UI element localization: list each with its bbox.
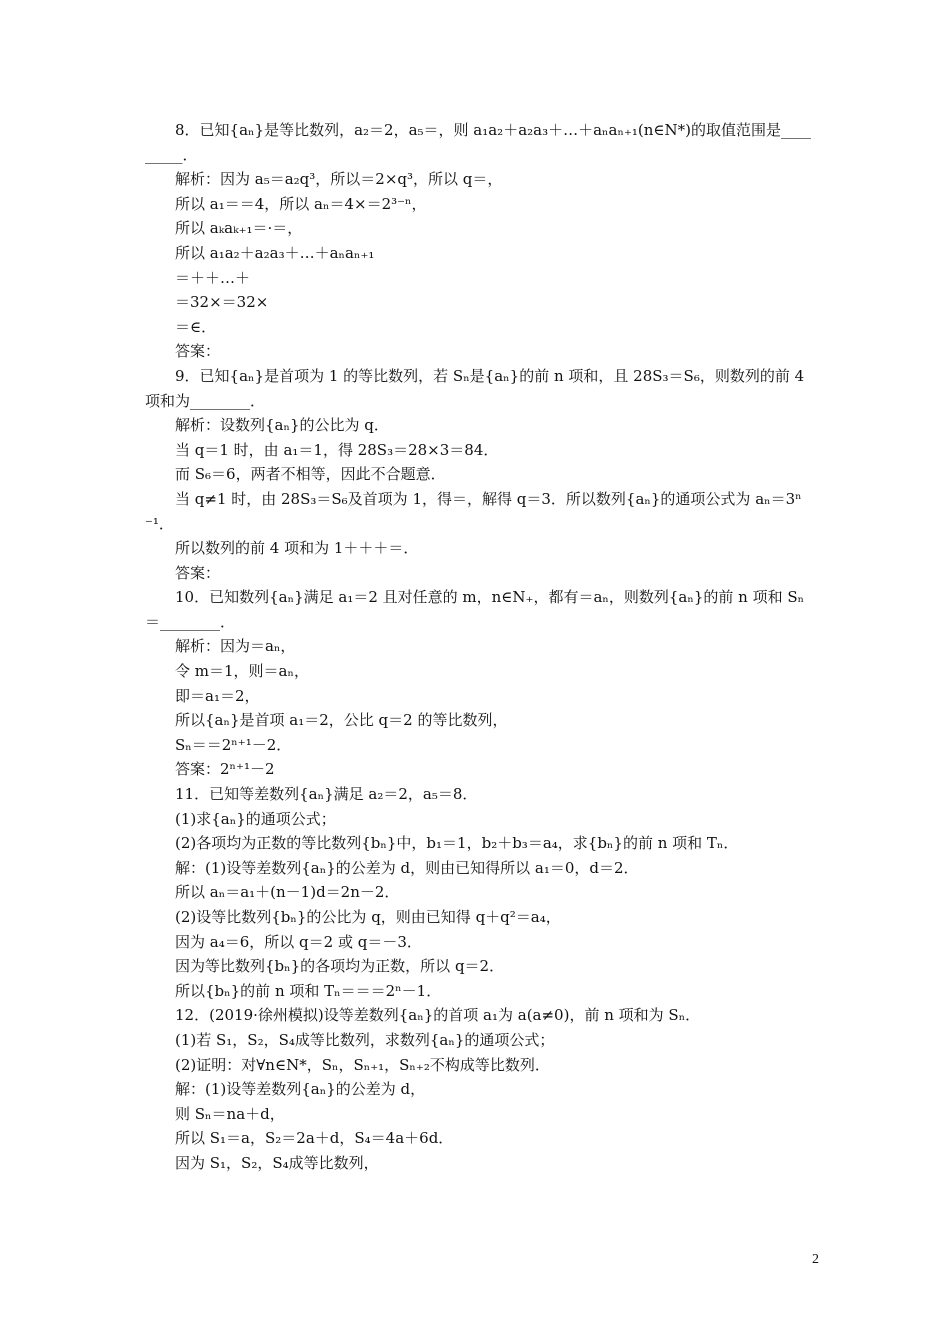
text-line: 则 Sₙ＝na＋d， [175, 1104, 285, 1123]
text-line: (2)设等比数列{bₙ}的公比为 q，则由已知得 q＋q²＝a₄， [175, 908, 561, 926]
text-line: ⁻¹． [145, 514, 174, 533]
text-line: 解析：设数列{aₙ}的公比为 q． [175, 416, 389, 435]
text-line: 因为 S₁，S₂，S₄成等比数列， [175, 1153, 379, 1172]
text-line: 解析：因为 a₅＝a₂q³，所以＝2×q³，所以 q＝， [175, 170, 503, 189]
text-line: 所以 a₁＝＝4，所以 aₙ＝4×＝2³⁻ⁿ， [175, 194, 427, 213]
text-line: 解：(1)设等差数列{aₙ}的公差为 d，则由已知得所以 a₁＝0，d＝2． [175, 858, 639, 877]
document-body [145, 118, 813, 1176]
text-line: (2)各项均为正数的等比数列{bₙ}中，b₁＝1，b₂＋b₃＝a₄，求{bₙ}的前 n 项和 Tₙ． [175, 834, 739, 853]
text-line: 项和为________． [145, 391, 266, 410]
text-line: 9．已知{aₙ}是首项为 1 的等比数列，若 Sₙ是{aₙ}的前 n 项和，且 28S₃＝S₆，则数列的前 4 [175, 366, 805, 385]
text-line: 所以 S₁＝a，S₂＝2a＋d，S₄＝4a＋6d． [175, 1129, 454, 1148]
text-line: 当 q≠1 时，由 28S₃＝S₆及首项为 1，得＝，解得 q＝3．所以数列{aₙ}的通项公式为 aₙ＝3ⁿ [175, 489, 802, 508]
text-line: 而 S₆＝6，两者不相等，因此不合题意． [175, 465, 446, 484]
text-line: ＝________． [145, 612, 236, 631]
text-line: 答案： [175, 563, 221, 582]
text-line: 10．已知数列{aₙ}满足 a₁＝2 且对任意的 m，n∈N₊，都有＝aₙ，则数列{aₙ}的前 n 项和 Sₙ [175, 588, 805, 607]
text-line: 所以{bₙ}的前 n 项和 Tₙ＝＝＝2ⁿ－1． [175, 981, 442, 1000]
text-line: 所以{aₙ}是首项 a₁＝2，公比 q＝2 的等比数列， [175, 711, 508, 730]
text-line: 解析：因为＝aₙ， [175, 637, 296, 656]
text-line: 解：(1)设等差数列{aₙ}的公差为 d， [175, 1080, 426, 1099]
text-line: ＝32×＝32× [175, 293, 269, 312]
page-number: 2 [812, 1252, 819, 1267]
text-line: 因为等比数列{bₙ}的各项均为正数，所以 q＝2． [175, 957, 505, 976]
text-line: (1)若 S₁，S₂，S₄成等比数列，求数列{aₙ}的通项公式； [175, 1030, 555, 1049]
text-line: 8．已知{aₙ}是等比数列，a₂＝2，a₅＝，则 a₁a₂＋a₂a₃＋…＋aₙaₙ₊₁(n∈N*)的取值范围是____ [175, 121, 812, 139]
text-line: 答案：2ⁿ⁺¹－2 [175, 760, 275, 779]
text-line: (2)证明：对∀n∈N*，Sₙ，Sₙ₊₁，Sₙ₊₂不构成等比数列． [175, 1055, 550, 1074]
text-line: 12．(2019·徐州模拟)设等差数列{aₙ}的首项 a₁为 a(a≠0)，前 n 项和为 Sₙ． [175, 1006, 701, 1025]
text-line: 11．已知等差数列{aₙ}满足 a₂＝2，a₅＝8． [175, 785, 478, 804]
text-line: 答案： [175, 342, 221, 361]
text-line: 即＝a₁＝2， [175, 686, 260, 705]
text-line: _____． [145, 145, 198, 164]
text-line: ＝＋＋…＋ [175, 268, 251, 287]
text-line: ＝∈． [175, 317, 217, 336]
text-line: 因为 a₄＝6，所以 q＝2 或 q＝－3． [175, 932, 422, 951]
text-line: 所以数列的前 4 项和为 1＋＋＋＝． [175, 539, 419, 558]
text-line: 所以 aₙ＝a₁＋(n－1)d＝2n－2． [175, 883, 400, 902]
text-line: 所以 aₖaₖ₊₁＝·＝， [175, 219, 303, 238]
text-line: 令 m＝1，则＝aₙ， [175, 662, 309, 681]
text-line: Sₙ＝＝2ⁿ⁺¹－2． [175, 735, 292, 754]
text-line: 所以 a₁a₂＋a₂a₃＋…＋aₙaₙ₊₁ [175, 243, 375, 262]
text-line: (1)求{aₙ}的通项公式； [175, 809, 336, 828]
text-line: 当 q＝1 时，由 a₁＝1，得 28S₃＝28×3＝84． [175, 440, 499, 459]
